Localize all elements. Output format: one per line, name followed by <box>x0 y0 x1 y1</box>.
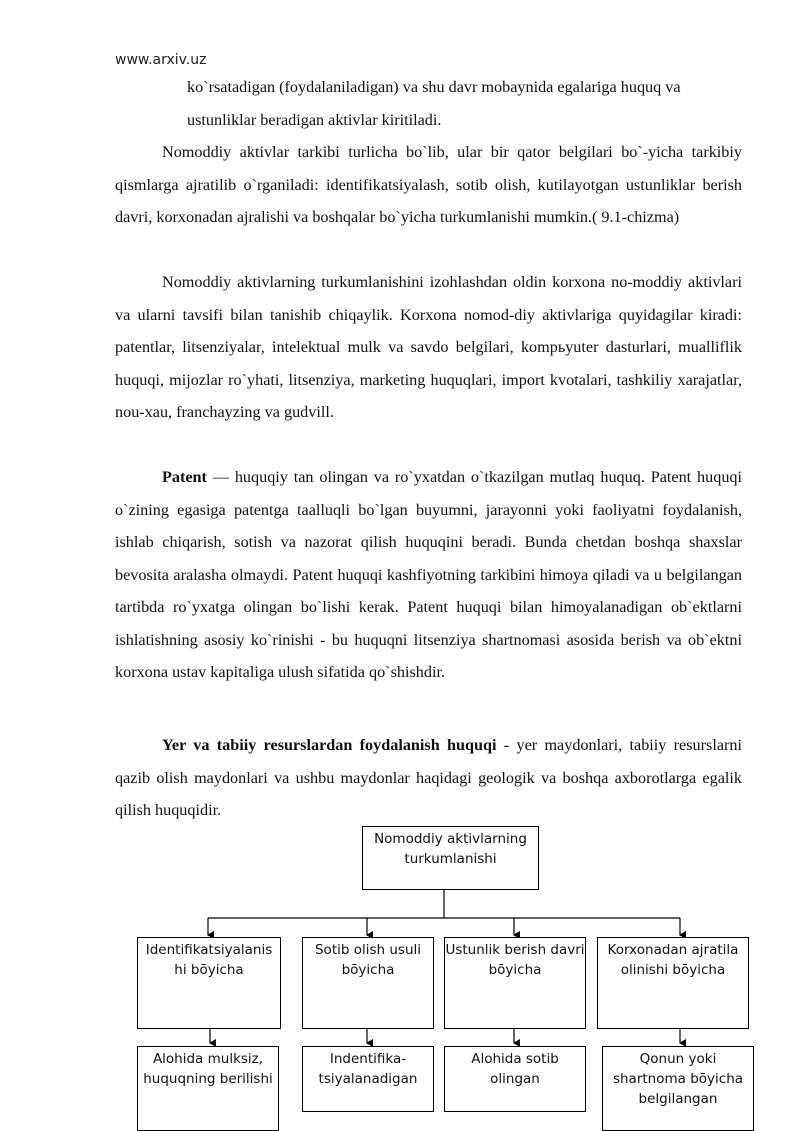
paragraph-continued: ko`rsatadigan (foydalaniladigan) va shu davr mobaynida egalariga huquq va ustunliklar beradigan aktivlar kiritiladi. <box>187 78 681 129</box>
term-land-rights: Yer va tabiiy resurslardan foydalanish huquqi <box>162 736 497 754</box>
site-watermark[interactable]: www.arxiv.uz <box>115 52 207 68</box>
patent-definition: — huquqiy tan olingan va ro`yxatdan o`tkazilgan mutlaq huquq. Patent huquqi o`zining egasiga patentga taalluqli bo`lgan buyumni, jarayonni yoki faoliyatni foydalanish, ishlab chiqarish, sotish va nazorat qilish huquqini beradi. Bunda chetdan boshqa shaxslar bevosita aralasha olmaydi. Patent huquqi kashfiyotning tarkibini himoya qiladi va u belgilangan tartibda ro`yxatga olingan bo`lishi kerak. Patent huquqi bilan himoyalanadigan ob`ektlarni ishlatishning asosiy ko`rinishi - bu huquqni litsenziya shartnomasi asosida berish va ob`ektni korxona ustav kapitaliga ulush sifatida qo`shishdir. <box>115 468 742 681</box>
box-purchase-method: Sotib olish usuli bōyicha <box>302 937 434 1029</box>
term-patent: Patent <box>162 468 207 486</box>
box-identification: Identifikatsiyalanis hi bōyicha <box>137 937 281 1029</box>
diagram-root-box: Nomoddiy aktivlarning turkumlanishi <box>362 826 539 890</box>
paragraph-classification-intro: Nomoddiy aktivlar tarkibi turlicha bo`lib, ular bir qator belgilari bo`-yicha tarkibiy qismlarga ajratilib o`rganiladi: identifikatsiyalash, sotib olish, kutilayotgan ustunliklar berish davri, korxonadan ajralishi va boshqalar bo`yicha turkumlanishi mumkin.( 9.1-chizma) <box>115 143 742 226</box>
box-separability: Korxonadan ajratila olinishi bōyicha <box>597 937 749 1029</box>
box-separately-purchased: Alohida sotib olingan <box>444 1046 586 1112</box>
paragraph-intangible-list: Nomoddiy aktivlarning turkumlanishini izohlashdan oldin korxona no-moddiy aktivlari va ularni tavsifi bilan tanishib chiqaylik. Korxona nomod-diy aktivlariga quyidagilar kiradi: patentlar, litsenziyalar, intelektual mulk va savdo belgilari, kompьyuter dasturlari, mualliflik huquqi, mijozlar ro`yhati, litsenziya, marketing huquqlari, import kvotalari, tashkiliy xarajatlar, nou-xau, franchayzing va gudvill. <box>115 273 742 421</box>
box-identifiable: Indentifika-tsiyalanadigan <box>302 1046 434 1112</box>
box-benefit-period: Ustunlik berish davri bōyicha <box>444 937 586 1029</box>
box-law-or-contract: Qonun yoki shartnoma bōyicha belgilangan <box>602 1046 754 1131</box>
land-rights-definition: - yer maydonlari, tabiiy resurslarni qazib olish maydonlari va ushbu maydonlar haqidagi geologik va boshqa axborotlarga egalik qilish huquqidir. <box>115 736 742 819</box>
box-nonproperty-right: Alohida mulksiz, huquqning berilishi <box>137 1046 279 1131</box>
